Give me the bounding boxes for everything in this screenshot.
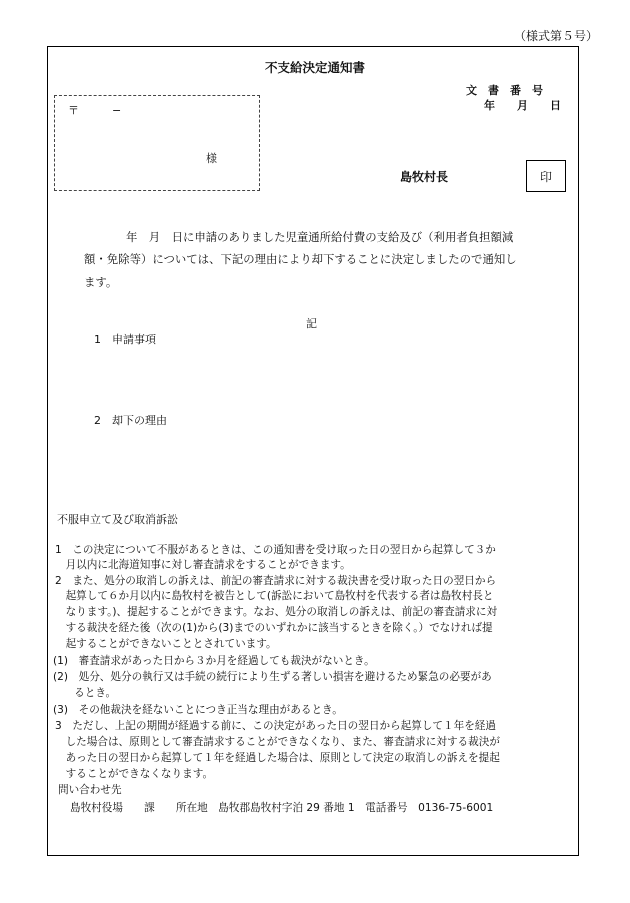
appeal-line: なります。)、提起することができます。なお、処分の取消しの訴えは、前記の審査請求に対 [55,606,498,618]
issuer-name: 島牧村長 [400,170,449,184]
document-number-label: 文 書 番 号 [466,84,543,97]
addressee-honorific: 様 [206,152,217,165]
appeal-line: 起することができないこととされています。 [55,638,277,650]
contact-heading: 問い合わせ先 [58,784,122,796]
intro-line-3: ます。 [84,275,118,289]
document-title: 不支給決定通知書 [264,60,365,75]
appeal-line: することができなくなります。 [55,768,214,780]
appeal-line: (3) その他裁決を経ないことにつき正当な理由があるとき。 [53,704,343,716]
contact-line: 島牧村役場 課 所在地 島牧郡島牧村字泊 29 番地 1 電話番号 0136-75-6001 [70,802,494,814]
appeal-line: るとき。 [53,687,117,699]
appeal-line: 起算して６か月以内に島牧村を被告として(訴訟において島牧村を代表する者は島牧村長と [55,590,494,602]
appeal-line: 2 また、処分の取消しの訴えは、前記の審査請求に対する裁決書を受け取った日の翌日から [55,575,497,587]
appeal-line: 3 ただし、上記の期間が経過する前に、この決定があった日の翌日から起算して１年を経過 [55,720,496,732]
item-application: 1 申請事項 [94,333,156,346]
form-number: （様式第５号） [513,29,598,43]
appeal-line: した場合は、原則として審査請求することができなくなり、また、審査請求に対する裁決が [55,736,500,748]
appeal-heading: 不服申立て及び取消訴訟 [57,513,178,526]
date-label: 年 月 日 [484,99,561,112]
item-rejection-reason: 2 却下の理由 [94,414,167,427]
appeal-line: あった日の翌日から起算して１年を経過した場合は、原則として決定の取消しの訴えを提起 [55,752,500,764]
appeal-line: (2) 処分、処分の執行又は手続の続行により生ずる著しい損害を避けるため緊急の必要があ [53,671,492,683]
intro-line-2: 額・免除等）については、下記の理由により却下することに決定しましたので通知し [84,252,517,266]
intro-line-1: 年 月 日に申請のありました児童通所給付費の支給及び（利用者負担額減 [126,230,514,244]
postal-code-mark: 〒 − [68,104,122,117]
appeal-line: する裁決を経た後（次の(1)から(3)までのいずれかに該当するときを除く。）でなければ提 [55,622,493,634]
appeal-line: 1 この決定について不服があるときは、この通知書を受け取った日の翌日から起算して３か [55,544,496,556]
appeal-line: (1) 審査請求があった日から３か月を経過しても裁決がないとき。 [53,655,375,667]
ki-label: 記 [306,317,317,330]
seal-box: 印 [526,160,566,192]
appeal-line: 月以内に北海道知事に対し審査請求をすることができます。 [55,559,351,571]
